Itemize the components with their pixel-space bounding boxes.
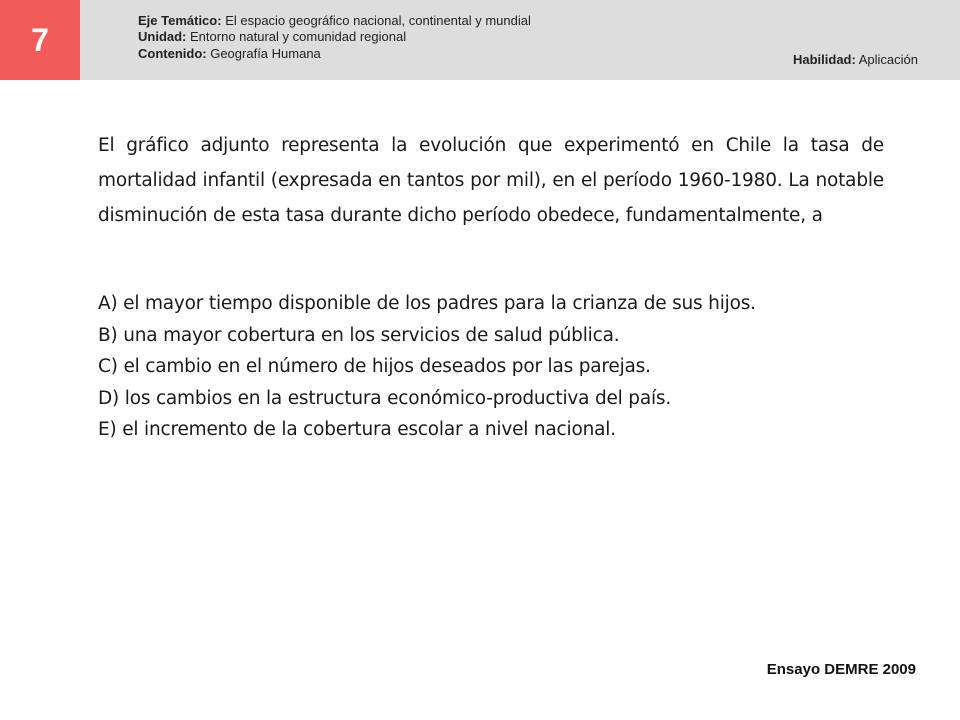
option-text: los cambios en la estructura económico-productiva del país. (124, 387, 672, 409)
option-text: una mayor cobertura en los servicios de salud pública. (123, 324, 620, 346)
theme-label: Eje Temático: (138, 13, 222, 28)
option-letter: A) (98, 293, 118, 314)
content-value: Geografía Humana (210, 46, 321, 61)
theme-value: El espacio geográfico nacional, continental y mundial (225, 13, 531, 28)
option-b[interactable] (98, 320, 908, 352)
option-e[interactable] (98, 414, 908, 446)
skill-line (793, 52, 918, 68)
unit-label: Unidad: (138, 29, 187, 44)
skill-label: Habilidad: (792, 52, 856, 67)
option-text: el cambio en el número de hijos deseados por las parejas. (123, 356, 651, 377)
question-number: 7 (31, 21, 49, 58)
option-letter: D) (98, 387, 120, 409)
option-d[interactable] (98, 383, 908, 415)
option-text: el incremento de la cobertura escolar a nivel nacional. (122, 419, 616, 440)
answer-options (98, 288, 908, 446)
theme-line (138, 13, 531, 29)
option-c[interactable] (98, 351, 908, 383)
option-letter: E) (98, 419, 117, 440)
content-line (138, 46, 321, 62)
header-bar (0, 0, 960, 80)
unit-line (138, 29, 406, 45)
option-text: el mayor tiempo disponible de los padres para la crianza de sus hijos. (123, 293, 756, 314)
unit-value: Entorno natural y comunidad regional (190, 29, 407, 44)
question-number-badge (0, 0, 80, 80)
question-stem: El gráfico adjunto representa la evolución que experimentó en Chile la tasa de mortalidad infantil (expresada en tantos por mil), en el período 1960-1980. La notable disminución de esta tasa durante dicho período obedece, fundamentalmente, a (98, 135, 884, 226)
source-footer: Ensayo DEMRE 2009 (766, 661, 916, 678)
content-label: Contenido: (138, 46, 207, 61)
option-letter: B) (98, 324, 118, 346)
option-letter: C) (98, 356, 118, 377)
option-a[interactable] (98, 288, 908, 320)
skill-value: Aplicación (858, 52, 918, 67)
